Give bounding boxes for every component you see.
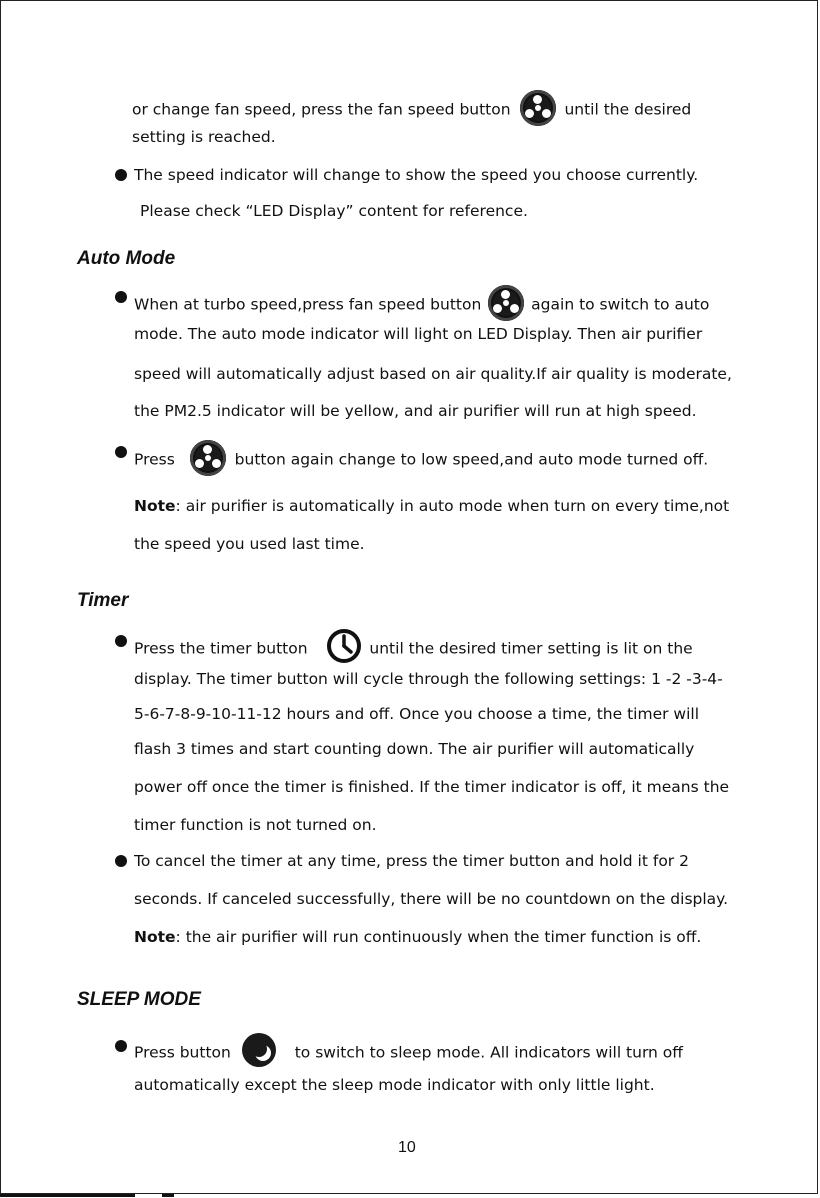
bottom-rule-mark [162, 1194, 174, 1197]
auto-mode-line-2: mode. The auto mode indicator will light on LED Display. Then air purifier [134, 325, 703, 343]
sleep-mode-line-1 [134, 1036, 683, 1070]
timer-line-6: timer function is not turned on. [134, 816, 377, 834]
timer-line-2: display. The timer button will cycle through the following settings: 1 -2 -3-4- [134, 670, 723, 688]
bullet-dot [115, 291, 127, 303]
fan-text-line-2: setting is reached. [132, 128, 276, 146]
timer-line-1 [134, 631, 693, 667]
bullet-dot [115, 1040, 127, 1052]
bottom-rule [0, 1194, 135, 1197]
sleep-moon-icon [242, 1033, 276, 1067]
page-number: 10 [398, 1139, 416, 1156]
sleep-mode-line-1a: Press button [134, 1043, 231, 1062]
fan-text-line-1b: until the desired [564, 100, 692, 119]
timer-clock-icon [326, 628, 362, 664]
note-text: : air purifier is automatically in auto mode when turn on every time,not [175, 497, 730, 515]
timer-line-3: 5-6-7-8-9-10-11-12 hours and off. Once you choose a time, the timer will [134, 705, 700, 723]
sleep-mode-line-1b: to switch to sleep mode. All indicators will turn off [294, 1043, 683, 1062]
bullet-dot [115, 446, 127, 458]
sleep-mode-line-2: automatically except the sleep mode indicator with only little light. [134, 1076, 655, 1094]
sleep-mode-heading: SLEEP MODE [77, 989, 201, 1010]
auto-mode-line-1 [134, 287, 709, 323]
note-text: : the air purifier will run continuously when the timer function is off. [175, 928, 702, 946]
fan-speed-icon [190, 440, 226, 476]
fan-speed-icon [520, 90, 556, 126]
press-label: Press [134, 450, 175, 469]
timer-line-5: power off once the timer is finished. If the timer indicator is off, it means the [134, 778, 730, 796]
auto-mode-note-line-1 [134, 496, 729, 516]
bullet-dot [115, 635, 127, 647]
note-label: Note [134, 928, 176, 946]
auto-mode-line-1a: When at turbo speed,press fan speed button [134, 295, 482, 314]
auto-mode-heading: Auto Mode [77, 248, 176, 269]
auto-mode-press-line [134, 442, 708, 478]
auto-mode-line-4: the PM2.5 indicator will be yellow, and air purifier will run at high speed. [134, 402, 697, 420]
bullet-dot [115, 169, 127, 181]
note-label: Note [134, 497, 176, 515]
fan-speed-icon [488, 285, 524, 321]
timer-line-4: flash 3 times and start counting down. The air purifier will automatically [134, 740, 695, 758]
timer-heading: Timer [77, 590, 129, 611]
timer-cancel-line-1: To cancel the timer at any time, press the timer button and hold it for 2 [134, 852, 689, 870]
auto-mode-press-text: button again change to low speed,and auto mode turned off. [234, 450, 709, 469]
auto-mode-line-1b: again to switch to auto [531, 295, 710, 314]
bullet-dot [115, 855, 127, 867]
auto-mode-line-3: speed will automatically adjust based on air quality.If air quality is moderate, [134, 365, 732, 383]
timer-line-1b: until the desired timer setting is lit on the [369, 639, 693, 658]
timer-line-1a: Press the timer button [134, 639, 308, 658]
speed-indicator-line-2: Please check “LED Display” content for reference. [140, 202, 528, 220]
timer-note-line [134, 927, 701, 947]
timer-cancel-line-2: seconds. If canceled successfully, there will be no countdown on the display. [134, 890, 729, 908]
auto-mode-note-line-2: the speed you used last time. [134, 535, 365, 553]
fan-text-line-1a: or change fan speed, press the fan speed button [132, 100, 511, 119]
speed-indicator-line-1: The speed indicator will change to show the speed you choose currently. [134, 166, 699, 184]
fan-text-line-1 [132, 92, 691, 128]
